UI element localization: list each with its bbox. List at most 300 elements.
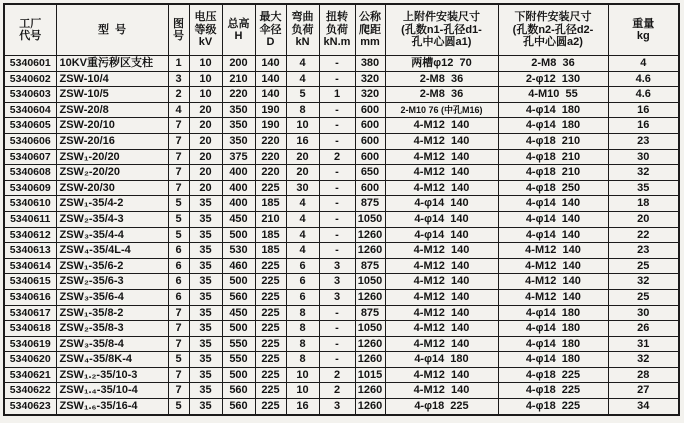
cell-weight: 16 bbox=[608, 118, 679, 134]
cell-bending-load: 4 bbox=[286, 211, 319, 227]
cell-lower-fitting: 4-φ18 210 bbox=[498, 165, 608, 181]
cell-lower-fitting: 4-φ18 250 bbox=[498, 180, 608, 196]
cell-model: ZSW₁-35/6-2 bbox=[56, 258, 168, 274]
col-header-line: 孔中心圆a2) bbox=[523, 36, 583, 49]
col-header-upper-fitting bbox=[385, 4, 498, 56]
col-header-max-shed-dia bbox=[255, 4, 286, 56]
col-header-line: 号 bbox=[173, 30, 184, 42]
cell-max-shed-dia: 225 bbox=[255, 321, 286, 337]
cell-factory-code: 5340619 bbox=[4, 336, 56, 352]
cell-max-shed-dia: 185 bbox=[255, 196, 286, 212]
cell-total-height: 450 bbox=[222, 305, 255, 321]
table-row bbox=[4, 383, 679, 399]
cell-model: ZSW₂-35/8-3 bbox=[56, 321, 168, 337]
cell-creepage: 1260 bbox=[355, 383, 385, 399]
table-row bbox=[4, 118, 679, 134]
cell-factory-code: 5340620 bbox=[4, 352, 56, 368]
cell-total-height: 550 bbox=[222, 352, 255, 368]
cell-figure-no: 7 bbox=[168, 149, 189, 165]
cell-figure-no: 5 bbox=[168, 352, 189, 368]
col-header-line: H bbox=[234, 30, 243, 42]
cell-voltage-class: 35 bbox=[189, 196, 222, 212]
cell-lower-fitting: 4-M12 140 bbox=[498, 289, 608, 305]
cell-weight: 34 bbox=[608, 399, 679, 415]
cell-max-shed-dia: 220 bbox=[255, 149, 286, 165]
cell-creepage: 380 bbox=[355, 56, 385, 72]
cell-total-height: 450 bbox=[222, 211, 255, 227]
cell-upper-fitting: 4-M12 140 bbox=[385, 305, 498, 321]
cell-model: ZSW-20/16 bbox=[56, 133, 168, 149]
cell-upper-fitting: 4-φ14 140 bbox=[385, 211, 498, 227]
col-header-line: 等级 bbox=[194, 23, 217, 36]
cell-model: ZSW-10/5 bbox=[56, 87, 168, 103]
cell-weight: 23 bbox=[608, 133, 679, 149]
cell-figure-no: 5 bbox=[168, 196, 189, 212]
col-header-line: 最大 bbox=[259, 11, 282, 24]
col-header-line: 公称 bbox=[359, 11, 381, 24]
col-header-line: 代号 bbox=[19, 30, 42, 42]
cell-creepage: 320 bbox=[355, 71, 385, 87]
cell-model: ZSW₂-35/4-3 bbox=[56, 211, 168, 227]
cell-bending-load: 30 bbox=[286, 180, 319, 196]
cell-upper-fitting: 4-M12 140 bbox=[385, 336, 498, 352]
cell-max-shed-dia: 225 bbox=[255, 367, 286, 383]
cell-torsion-load: - bbox=[319, 305, 355, 321]
cell-lower-fitting: 4-M10 55 bbox=[498, 87, 608, 103]
col-header-line: 下附件安装尺寸 bbox=[514, 11, 592, 24]
cell-max-shed-dia: 225 bbox=[255, 383, 286, 399]
cell-factory-code: 5340610 bbox=[4, 196, 56, 212]
cell-voltage-class: 20 bbox=[189, 180, 222, 196]
cell-creepage: 1050 bbox=[355, 211, 385, 227]
cell-model: ZSW₂-20/20 bbox=[56, 165, 168, 181]
col-header-line: mm bbox=[360, 36, 380, 49]
cell-creepage: 1260 bbox=[355, 399, 385, 415]
col-header-line: kN.m bbox=[323, 36, 351, 49]
cell-model: ZSW₁-35/8-2 bbox=[56, 305, 168, 321]
cell-torsion-load: 3 bbox=[319, 258, 355, 274]
cell-bending-load: 4 bbox=[286, 71, 319, 87]
cell-creepage: 650 bbox=[355, 165, 385, 181]
cell-total-height: 350 bbox=[222, 133, 255, 149]
table-row bbox=[4, 133, 679, 149]
cell-upper-fitting: 2-M10 76 (中孔M16) bbox=[385, 102, 498, 118]
cell-factory-code: 5340603 bbox=[4, 87, 56, 103]
cell-weight: 28 bbox=[608, 367, 679, 383]
col-header-line: 伞径 bbox=[259, 23, 282, 36]
cell-weight: 4.6 bbox=[608, 71, 679, 87]
cell-upper-fitting: 4-M12 140 bbox=[385, 149, 498, 165]
cell-weight: 22 bbox=[608, 227, 679, 243]
cell-bending-load: 20 bbox=[286, 165, 319, 181]
cell-lower-fitting: 4-M12 140 bbox=[498, 243, 608, 259]
col-header-line: (孔数n2-孔径d2- bbox=[512, 23, 594, 36]
cell-torsion-load: - bbox=[319, 165, 355, 181]
cell-voltage-class: 20 bbox=[189, 149, 222, 165]
cell-model: ZSW₁-35/4-2 bbox=[56, 196, 168, 212]
cell-total-height: 500 bbox=[222, 227, 255, 243]
cell-upper-fitting: 4-M12 140 bbox=[385, 165, 498, 181]
col-header-line: kV bbox=[198, 36, 213, 49]
cell-torsion-load: - bbox=[319, 56, 355, 72]
cell-max-shed-dia: 220 bbox=[255, 165, 286, 181]
cell-voltage-class: 20 bbox=[189, 102, 222, 118]
cell-factory-code: 5340613 bbox=[4, 243, 56, 259]
cell-figure-no: 2 bbox=[168, 87, 189, 103]
cell-lower-fitting: 4-φ14 140 bbox=[498, 227, 608, 243]
cell-factory-code: 5340611 bbox=[4, 211, 56, 227]
cell-max-shed-dia: 140 bbox=[255, 71, 286, 87]
cell-voltage-class: 35 bbox=[189, 274, 222, 290]
cell-creepage: 600 bbox=[355, 133, 385, 149]
cell-bending-load: 5 bbox=[286, 87, 319, 103]
cell-creepage: 320 bbox=[355, 87, 385, 103]
table-row bbox=[4, 180, 679, 196]
cell-bending-load: 6 bbox=[286, 274, 319, 290]
cell-voltage-class: 20 bbox=[189, 165, 222, 181]
cell-weight: 32 bbox=[608, 165, 679, 181]
cell-max-shed-dia: 225 bbox=[255, 180, 286, 196]
cell-bending-load: 8 bbox=[286, 336, 319, 352]
cell-model: ZSW-20/10 bbox=[56, 118, 168, 134]
cell-weight: 25 bbox=[608, 289, 679, 305]
cell-total-height: 200 bbox=[222, 56, 255, 72]
table-header bbox=[4, 4, 679, 56]
col-header-figure-no bbox=[168, 4, 189, 56]
cell-total-height: 460 bbox=[222, 258, 255, 274]
cell-weight: 30 bbox=[608, 305, 679, 321]
cell-voltage-class: 10 bbox=[189, 56, 222, 72]
cell-torsion-load: - bbox=[319, 243, 355, 259]
cell-total-height: 500 bbox=[222, 367, 255, 383]
cell-lower-fitting: 4-φ14 180 bbox=[498, 102, 608, 118]
table-row bbox=[4, 211, 679, 227]
cell-factory-code: 5340614 bbox=[4, 258, 56, 274]
cell-factory-code: 5340602 bbox=[4, 71, 56, 87]
cell-bending-load: 6 bbox=[286, 258, 319, 274]
cell-figure-no: 5 bbox=[168, 211, 189, 227]
cell-voltage-class: 35 bbox=[189, 321, 222, 337]
cell-factory-code: 5340623 bbox=[4, 399, 56, 415]
table-row bbox=[4, 367, 679, 383]
cell-creepage: 1015 bbox=[355, 367, 385, 383]
cell-torsion-load: 2 bbox=[319, 383, 355, 399]
col-header-line: 工厂 bbox=[19, 17, 42, 30]
cell-max-shed-dia: 225 bbox=[255, 399, 286, 415]
cell-lower-fitting: 4-φ14 140 bbox=[498, 196, 608, 212]
cell-voltage-class: 35 bbox=[189, 352, 222, 368]
table-row bbox=[4, 352, 679, 368]
cell-creepage: 1260 bbox=[355, 227, 385, 243]
cell-model: ZSW₃-35/6-4 bbox=[56, 289, 168, 305]
cell-creepage: 1260 bbox=[355, 336, 385, 352]
cell-weight: 27 bbox=[608, 383, 679, 399]
cell-bending-load: 8 bbox=[286, 102, 319, 118]
cell-torsion-load: 2 bbox=[319, 149, 355, 165]
cell-weight: 32 bbox=[608, 352, 679, 368]
cell-upper-fitting: 2-M8 36 bbox=[385, 87, 498, 103]
cell-total-height: 210 bbox=[222, 71, 255, 87]
cell-voltage-class: 35 bbox=[189, 336, 222, 352]
cell-total-height: 400 bbox=[222, 180, 255, 196]
cell-torsion-load: 3 bbox=[319, 274, 355, 290]
cell-weight: 30 bbox=[608, 149, 679, 165]
cell-lower-fitting: 2-φ12 130 bbox=[498, 71, 608, 87]
cell-voltage-class: 35 bbox=[189, 243, 222, 259]
cell-total-height: 530 bbox=[222, 243, 255, 259]
cell-creepage: 1050 bbox=[355, 274, 385, 290]
cell-torsion-load: - bbox=[319, 227, 355, 243]
table-row bbox=[4, 321, 679, 337]
cell-torsion-load: - bbox=[319, 321, 355, 337]
table-header-row bbox=[4, 4, 679, 56]
cell-weight: 4.6 bbox=[608, 87, 679, 103]
col-header-model bbox=[56, 4, 168, 56]
cell-figure-no: 3 bbox=[168, 71, 189, 87]
cell-figure-no: 6 bbox=[168, 243, 189, 259]
col-header-line: 总高 bbox=[227, 17, 250, 30]
cell-torsion-load: 3 bbox=[319, 399, 355, 415]
table-row bbox=[4, 165, 679, 181]
cell-figure-no: 1 bbox=[168, 56, 189, 72]
cell-voltage-class: 20 bbox=[189, 133, 222, 149]
cell-upper-fitting: 4-M12 140 bbox=[385, 289, 498, 305]
cell-model: ZSW₁.₆-35/16-4 bbox=[56, 399, 168, 415]
cell-total-height: 550 bbox=[222, 336, 255, 352]
table-row bbox=[4, 102, 679, 118]
cell-voltage-class: 10 bbox=[189, 87, 222, 103]
cell-creepage: 1260 bbox=[355, 352, 385, 368]
cell-torsion-load: 3 bbox=[319, 289, 355, 305]
cell-model: ZSW-20/30 bbox=[56, 180, 168, 196]
cell-factory-code: 5340621 bbox=[4, 367, 56, 383]
cell-total-height: 500 bbox=[222, 274, 255, 290]
col-header-lower-fitting bbox=[498, 4, 608, 56]
table-row bbox=[4, 258, 679, 274]
cell-bending-load: 10 bbox=[286, 383, 319, 399]
cell-weight: 31 bbox=[608, 336, 679, 352]
col-header-weight bbox=[608, 4, 679, 56]
cell-upper-fitting: 4-M12 140 bbox=[385, 274, 498, 290]
cell-torsion-load: 2 bbox=[319, 367, 355, 383]
cell-max-shed-dia: 225 bbox=[255, 352, 286, 368]
cell-lower-fitting: 4-φ14 140 bbox=[498, 211, 608, 227]
cell-weight: 35 bbox=[608, 180, 679, 196]
cell-figure-no: 7 bbox=[168, 180, 189, 196]
cell-weight: 32 bbox=[608, 274, 679, 290]
cell-creepage: 875 bbox=[355, 258, 385, 274]
col-header-total-height bbox=[222, 4, 255, 56]
cell-weight: 20 bbox=[608, 211, 679, 227]
table-row bbox=[4, 56, 679, 72]
col-header-line: 扭转 bbox=[326, 11, 348, 24]
cell-torsion-load: - bbox=[319, 71, 355, 87]
cell-figure-no: 5 bbox=[168, 227, 189, 243]
cell-upper-fitting: 4-φ18 225 bbox=[385, 399, 498, 415]
col-header-line: D bbox=[266, 36, 275, 49]
col-header-factory-code bbox=[4, 4, 56, 56]
cell-total-height: 400 bbox=[222, 165, 255, 181]
col-header-line: 负荷 bbox=[291, 23, 314, 36]
cell-model: ZSW-20/8 bbox=[56, 102, 168, 118]
cell-upper-fitting: 2-M8 36 bbox=[385, 71, 498, 87]
cell-factory-code: 5340607 bbox=[4, 149, 56, 165]
cell-max-shed-dia: 225 bbox=[255, 305, 286, 321]
cell-max-shed-dia: 185 bbox=[255, 243, 286, 259]
table-body bbox=[4, 56, 679, 415]
cell-figure-no: 6 bbox=[168, 274, 189, 290]
cell-voltage-class: 35 bbox=[189, 258, 222, 274]
cell-figure-no: 7 bbox=[168, 305, 189, 321]
col-header-line: 电压 bbox=[194, 11, 217, 24]
cell-voltage-class: 20 bbox=[189, 118, 222, 134]
cell-lower-fitting: 4-φ18 225 bbox=[498, 399, 608, 415]
cell-voltage-class: 35 bbox=[189, 289, 222, 305]
col-header-line: 重量 bbox=[632, 17, 655, 30]
cell-model: ZSW₁-20/20 bbox=[56, 149, 168, 165]
cell-torsion-load: 1 bbox=[319, 87, 355, 103]
cell-torsion-load: - bbox=[319, 118, 355, 134]
col-header-creepage bbox=[355, 4, 385, 56]
cell-bending-load: 4 bbox=[286, 243, 319, 259]
cell-bending-load: 16 bbox=[286, 399, 319, 415]
col-header-line: 孔中心圆a1) bbox=[411, 36, 472, 49]
cell-max-shed-dia: 225 bbox=[255, 336, 286, 352]
cell-lower-fitting: 4-φ14 180 bbox=[498, 305, 608, 321]
cell-model: ZSW₁.₄-35/10-4 bbox=[56, 383, 168, 399]
col-header-bending-load bbox=[286, 4, 319, 56]
table-row bbox=[4, 227, 679, 243]
cell-figure-no: 7 bbox=[168, 133, 189, 149]
cell-model: ZSW₃-35/4-4 bbox=[56, 227, 168, 243]
col-header-line: 型 号 bbox=[97, 23, 127, 36]
table-row bbox=[4, 274, 679, 290]
cell-total-height: 560 bbox=[222, 289, 255, 305]
cell-factory-code: 5340605 bbox=[4, 118, 56, 134]
cell-total-height: 375 bbox=[222, 149, 255, 165]
cell-lower-fitting: 2-M8 36 bbox=[498, 56, 608, 72]
table-row bbox=[4, 336, 679, 352]
cell-bending-load: 4 bbox=[286, 196, 319, 212]
cell-upper-fitting: 4-φ14 180 bbox=[385, 352, 498, 368]
cell-lower-fitting: 4-φ18 225 bbox=[498, 367, 608, 383]
cell-torsion-load: - bbox=[319, 211, 355, 227]
cell-torsion-load: - bbox=[319, 352, 355, 368]
cell-factory-code: 5340609 bbox=[4, 180, 56, 196]
cell-lower-fitting: 4-φ14 180 bbox=[498, 336, 608, 352]
cell-creepage: 1260 bbox=[355, 289, 385, 305]
cell-bending-load: 16 bbox=[286, 133, 319, 149]
cell-factory-code: 5340615 bbox=[4, 274, 56, 290]
cell-model: 10KV重污秽区支柱 bbox=[56, 56, 168, 72]
cell-factory-code: 5340617 bbox=[4, 305, 56, 321]
cell-creepage: 600 bbox=[355, 149, 385, 165]
cell-creepage: 600 bbox=[355, 180, 385, 196]
table-row bbox=[4, 243, 679, 259]
cell-voltage-class: 35 bbox=[189, 383, 222, 399]
table-row bbox=[4, 399, 679, 415]
cell-max-shed-dia: 190 bbox=[255, 102, 286, 118]
cell-factory-code: 5340606 bbox=[4, 133, 56, 149]
cell-figure-no: 6 bbox=[168, 289, 189, 305]
cell-torsion-load: - bbox=[319, 336, 355, 352]
cell-upper-fitting: 4-M12 140 bbox=[385, 133, 498, 149]
cell-max-shed-dia: 225 bbox=[255, 274, 286, 290]
cell-voltage-class: 35 bbox=[189, 367, 222, 383]
cell-lower-fitting: 4-M12 140 bbox=[498, 258, 608, 274]
cell-torsion-load: - bbox=[319, 102, 355, 118]
cell-bending-load: 10 bbox=[286, 118, 319, 134]
cell-upper-fitting: 4-M12 140 bbox=[385, 180, 498, 196]
cell-creepage: 875 bbox=[355, 196, 385, 212]
cell-model: ZSW₄-35/8K-4 bbox=[56, 352, 168, 368]
cell-voltage-class: 35 bbox=[189, 399, 222, 415]
cell-max-shed-dia: 225 bbox=[255, 289, 286, 305]
cell-total-height: 350 bbox=[222, 102, 255, 118]
cell-total-height: 560 bbox=[222, 383, 255, 399]
cell-factory-code: 5340616 bbox=[4, 289, 56, 305]
cell-bending-load: 8 bbox=[286, 305, 319, 321]
cell-upper-fitting: 4-φ14 140 bbox=[385, 227, 498, 243]
cell-lower-fitting: 4-φ14 180 bbox=[498, 321, 608, 337]
cell-upper-fitting: 4-φ14 140 bbox=[385, 196, 498, 212]
cell-lower-fitting: 4-φ18 210 bbox=[498, 133, 608, 149]
cell-total-height: 400 bbox=[222, 196, 255, 212]
cell-bending-load: 20 bbox=[286, 149, 319, 165]
cell-bending-load: 8 bbox=[286, 321, 319, 337]
cell-figure-no: 6 bbox=[168, 258, 189, 274]
cell-figure-no: 7 bbox=[168, 336, 189, 352]
cell-weight: 25 bbox=[608, 258, 679, 274]
cell-total-height: 560 bbox=[222, 399, 255, 415]
col-header-line: kN bbox=[295, 36, 310, 49]
cell-lower-fitting: 4-φ18 225 bbox=[498, 383, 608, 399]
cell-figure-no: 4 bbox=[168, 102, 189, 118]
col-header-line: (孔数n1-孔径d1- bbox=[401, 23, 482, 36]
cell-creepage: 600 bbox=[355, 102, 385, 118]
cell-max-shed-dia: 185 bbox=[255, 227, 286, 243]
post-insulator-spec-table bbox=[3, 3, 680, 416]
cell-upper-fitting: 4-M12 140 bbox=[385, 367, 498, 383]
cell-figure-no: 7 bbox=[168, 321, 189, 337]
cell-bending-load: 4 bbox=[286, 56, 319, 72]
cell-factory-code: 5340612 bbox=[4, 227, 56, 243]
cell-upper-fitting: 4-M12 140 bbox=[385, 321, 498, 337]
table-row bbox=[4, 149, 679, 165]
col-header-voltage-class bbox=[189, 4, 222, 56]
cell-lower-fitting: 4-M12 140 bbox=[498, 274, 608, 290]
cell-figure-no: 7 bbox=[168, 367, 189, 383]
table-row bbox=[4, 305, 679, 321]
cell-model: ZSW₄-35/4L-4 bbox=[56, 243, 168, 259]
cell-lower-fitting: 4-φ18 210 bbox=[498, 149, 608, 165]
cell-bending-load: 6 bbox=[286, 289, 319, 305]
cell-figure-no: 5 bbox=[168, 399, 189, 415]
cell-weight: 26 bbox=[608, 321, 679, 337]
cell-torsion-load: - bbox=[319, 196, 355, 212]
cell-model: ZSW₂-35/6-3 bbox=[56, 274, 168, 290]
cell-total-height: 500 bbox=[222, 321, 255, 337]
cell-voltage-class: 35 bbox=[189, 305, 222, 321]
cell-weight: 23 bbox=[608, 243, 679, 259]
cell-voltage-class: 35 bbox=[189, 227, 222, 243]
cell-figure-no: 7 bbox=[168, 383, 189, 399]
cell-figure-no: 7 bbox=[168, 118, 189, 134]
col-header-line: 弯曲 bbox=[291, 11, 314, 24]
col-header-line: 上附件安装尺寸 bbox=[403, 11, 480, 24]
cell-lower-fitting: 4-φ14 180 bbox=[498, 118, 608, 134]
col-header-torsion-load bbox=[319, 4, 355, 56]
